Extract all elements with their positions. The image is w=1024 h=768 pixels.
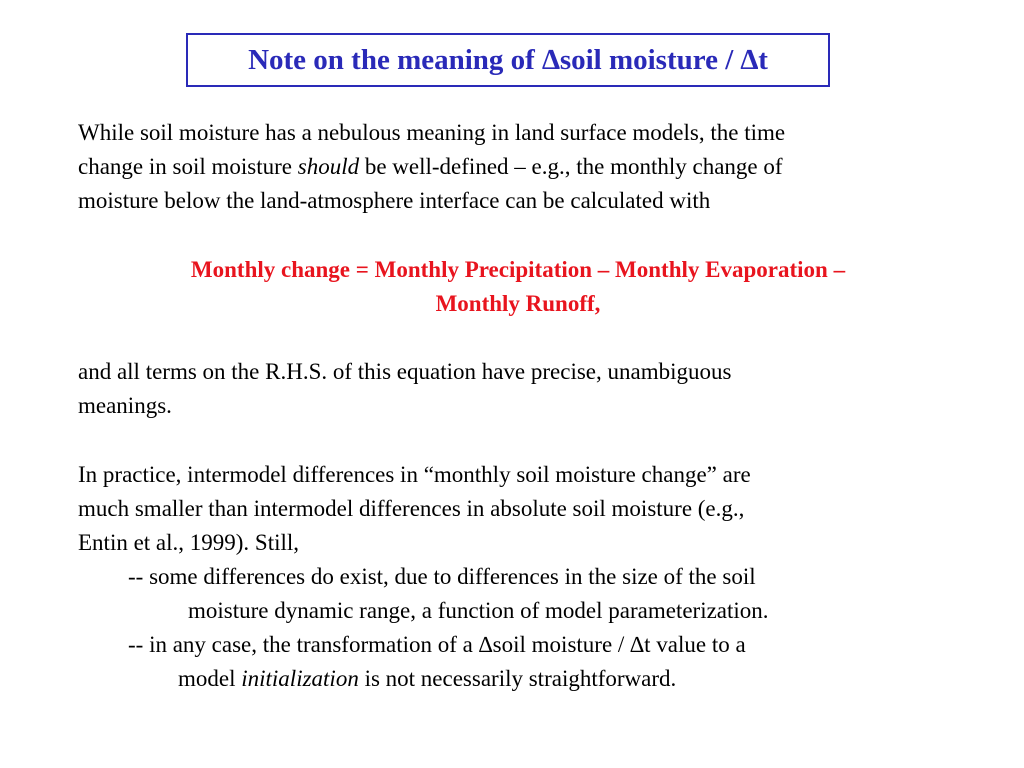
bullet-2-line-1: -- in any case, the transformation of a ∆soil moisture / ∆t value to a: [128, 632, 746, 657]
intro-line-2-pre: change in soil moisture: [78, 154, 298, 179]
bullet-1-line-2: moisture dynamic range, a function of model parameterization.: [188, 598, 769, 623]
equation-line-2: Monthly Runoff,: [435, 291, 601, 316]
paragraph-intro: [78, 116, 785, 218]
emphasis-should: should: [297, 154, 360, 179]
bullet-2-line-2-post: is not necessarily straightforward.: [358, 666, 677, 691]
intro-line-2-post: be well-defined – e.g., the monthly change of: [359, 154, 783, 179]
paragraph-practice: [78, 458, 769, 696]
practice-line-2: much smaller than intermodel differences in absolute soil moisture (e.g.,: [78, 496, 745, 521]
emphasis-initialization: initialization: [241, 666, 359, 691]
slide-title: Note on the meaning of ∆soil moisture / ∆t: [248, 43, 768, 76]
paragraph-rhs: [78, 355, 731, 423]
practice-line-1: In practice, intermodel differences in “monthly soil moisture change” are: [78, 462, 751, 487]
bullet-1-line-1: -- some differences do exist, due to differences in the size of the soil: [128, 564, 756, 589]
rhs-line-2: meanings.: [78, 393, 172, 418]
intro-line-1: While soil moisture has a nebulous meaning in land surface models, the time: [78, 120, 786, 145]
equation-block: [78, 253, 958, 321]
intro-line-2: [78, 150, 785, 184]
intro-line-3: moisture below the land-atmosphere interface can be calculated with: [78, 188, 711, 213]
title-box: [186, 33, 830, 87]
rhs-line-1: and all terms on the R.H.S. of this equation have precise, unambiguous: [78, 359, 732, 384]
equation-line-1: Monthly change = Monthly Precipitation – Monthly Evaporation –: [190, 257, 846, 282]
practice-line-3: Entin et al., 1999). Still,: [78, 530, 300, 555]
bullet-2-line-2-pre: model: [178, 666, 242, 691]
bullet-2-line-2: [78, 662, 769, 696]
